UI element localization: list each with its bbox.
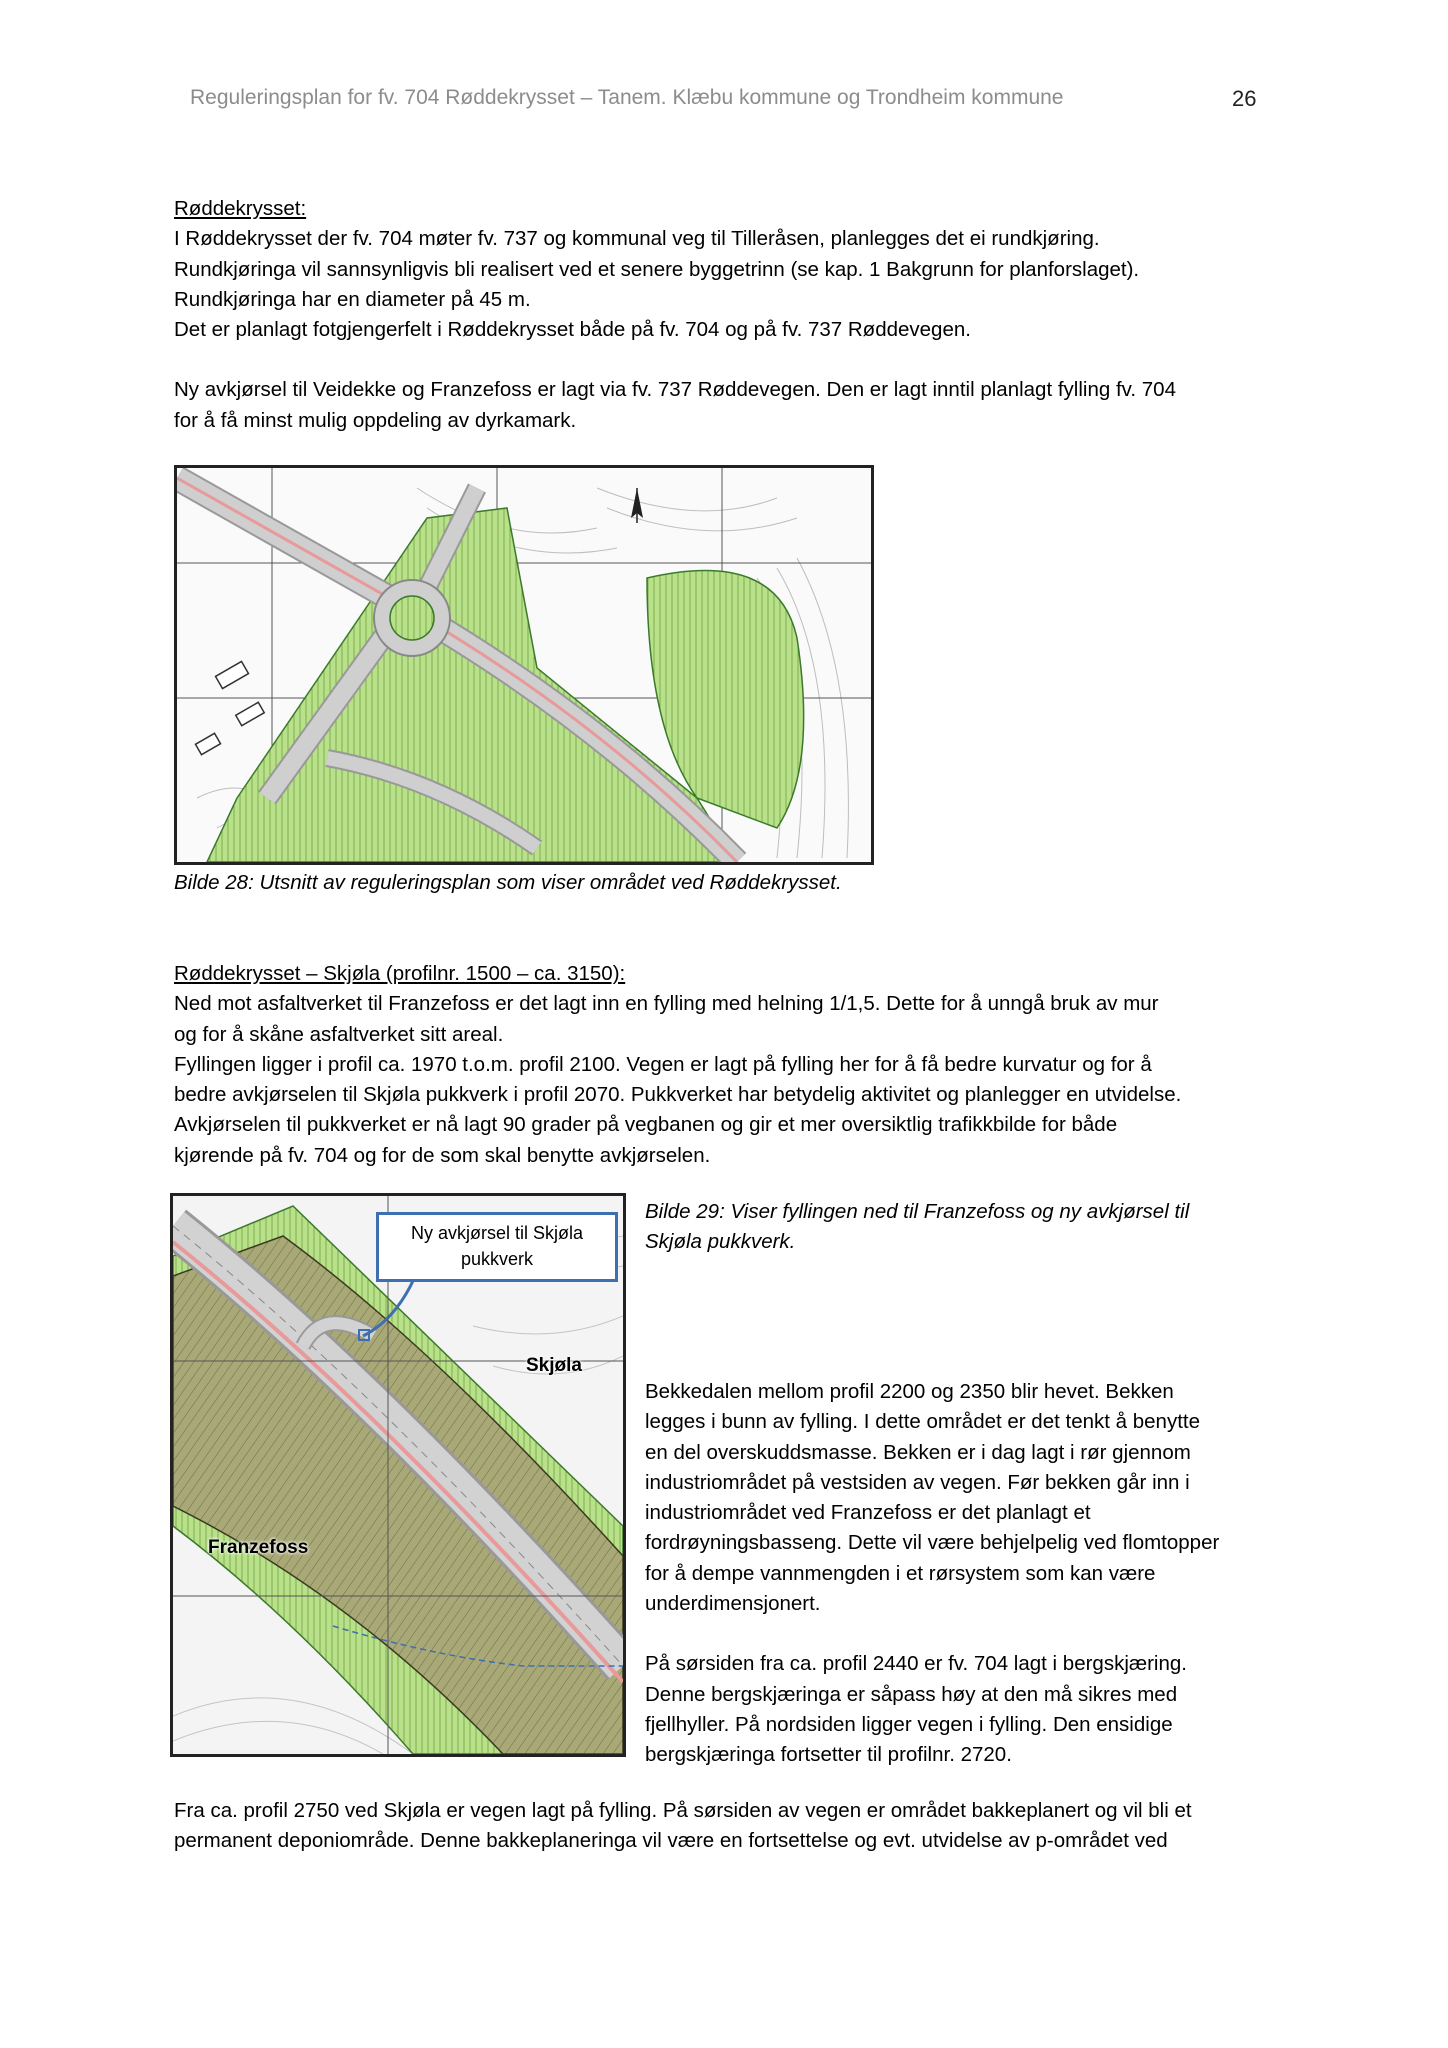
paragraph-line: en del overskuddsmasse. Bekken er i dag lagt i rør gjennom <box>645 1440 1191 1464</box>
section-heading: Røddekrysset – Skjøla (profilnr. 1500 – ca. 3150): <box>174 962 626 985</box>
caption-line: Bilde 29: Viser fyllingen ned til Franzefoss og ny avkjørsel til <box>645 1200 1190 1223</box>
paragraph-line: Fra ca. profil 2750 ved Skjøla er vegen lagt på fylling. På sørsiden av vegen er området bakkeplanert og vil bli et <box>174 1799 1192 1822</box>
paragraph-line: fordrøyningsbasseng. Dette vil være behjelpelig ved flomtopper <box>645 1531 1220 1555</box>
section-roddekrysset <box>174 194 1176 436</box>
side-text <box>645 1377 1219 1771</box>
caption-line: Skjøla pukkverk. <box>645 1230 796 1253</box>
paragraph-line: Bekkedalen mellom profil 2200 og 2350 blir hevet. Bekken <box>645 1380 1174 1403</box>
paragraph-line: Det er planlagt fotgjengerfelt i Røddekrysset både på fv. 704 og på fv. 737 Røddevegen. <box>174 318 971 342</box>
paragraph-line: Rundkjøringa vil sannsynligvis bli realisert ved et senere byggetrinn (se kap. 1 Bakgrunn for planforslaget). <box>174 257 1140 281</box>
figure-28-caption: Bilde 28: Utsnitt av reguleringsplan som viser området ved Røddekrysset. <box>174 871 842 894</box>
paragraph-line: permanent deponiområde. Denne bakkeplaneringa vil være en fortsettelse og evt. utvidelse av p-området ved <box>174 1829 1168 1853</box>
paragraph-line: Denne bergskjæringa er såpass høy at den må sikres med <box>645 1682 1178 1706</box>
map-label-franzefoss: Franzefoss <box>208 1537 309 1558</box>
paragraph-line: for å få minst mulig oppdeling av dyrkamark. <box>174 408 577 432</box>
section-heading: Røddekrysset: <box>174 197 307 220</box>
paragraph-line: Fyllingen ligger i profil ca. 1970 t.o.m. profil 2100. Vegen er lagt på fylling her for å få bedre kurvatur og for å <box>174 1052 1152 1076</box>
regulation-plan-roundabout-graphic <box>177 468 871 862</box>
header-title: Reguleringsplan for fv. 704 Røddekrysset – Tanem. Klæbu kommune og Trondheim kommune <box>190 86 1064 109</box>
figure-28-map <box>174 465 874 865</box>
callout-line: pukkverk <box>460 1249 534 1269</box>
closing-paragraph <box>174 1796 1192 1857</box>
page-number: 26 <box>1232 86 1257 111</box>
paragraph-line: underdimensjonert. <box>645 1592 821 1616</box>
page-header <box>190 86 1270 116</box>
paragraph-line: I Røddekrysset der fv. 704 møter fv. 737 og kommunal veg til Tilleråsen, planlegges det ei rundkjøring. <box>174 227 1100 251</box>
paragraph-line: industriområdet på vestsiden av vegen. Før bekken går inn i <box>645 1470 1190 1494</box>
paragraph-line: bergskjæringa fortsetter til profilnr. 2720. <box>645 1743 1012 1767</box>
paragraph-line: Ny avkjørsel til Veidekke og Franzefoss er lagt via fv. 737 Røddevegen. Den er lagt inntil planlagt fylling fv. 704 <box>174 378 1176 402</box>
section-roddekrysset-skjola <box>174 959 1181 1171</box>
paragraph-line: bedre avkjørselen til Skjøla pukkverk i profil 2070. Pukkverket har betydelig aktivitet og planlegger en utvidelse. <box>174 1083 1182 1107</box>
paragraph-line: for å dempe vannmengden i et rørsystem som kan være <box>645 1561 1156 1585</box>
paragraph-line: Ned mot asfaltverket til Franzefoss er det lagt inn en fylling med helning 1/1,5. Dette for å unngå bruk av mur <box>174 992 1159 1016</box>
paragraph-line: Rundkjøringa har en diameter på 45 m. <box>174 287 531 311</box>
figure-29-caption <box>645 1197 1189 1257</box>
callout-line: Ny avkjørsel til Skjøla <box>410 1223 584 1243</box>
paragraph-line: og for å skåne asfaltverket sitt areal. <box>174 1022 504 1046</box>
paragraph-line: kjørende på fv. 704 og for de som skal benytte avkjørselen. <box>174 1143 711 1167</box>
paragraph-line: legges i bunn av fylling. I dette området er det tenkt å benytte <box>645 1410 1200 1434</box>
paragraph-line: industriområdet ved Franzefoss er det planlagt et <box>645 1501 1091 1525</box>
map-label-skjola: Skjøla <box>526 1355 582 1376</box>
paragraph-line: fjellhyller. På nordsiden ligger vegen i fylling. Den ensidige <box>645 1712 1173 1736</box>
callout-new-access <box>376 1212 618 1282</box>
paragraph-line: Avkjørselen til pukkverket er nå lagt 90 grader på vegbanen og gir et mer oversiktlig trafikkbilde for både <box>174 1113 1118 1137</box>
paragraph-line: På sørsiden fra ca. profil 2440 er fv. 704 lagt i bergskjæring. <box>645 1652 1187 1676</box>
